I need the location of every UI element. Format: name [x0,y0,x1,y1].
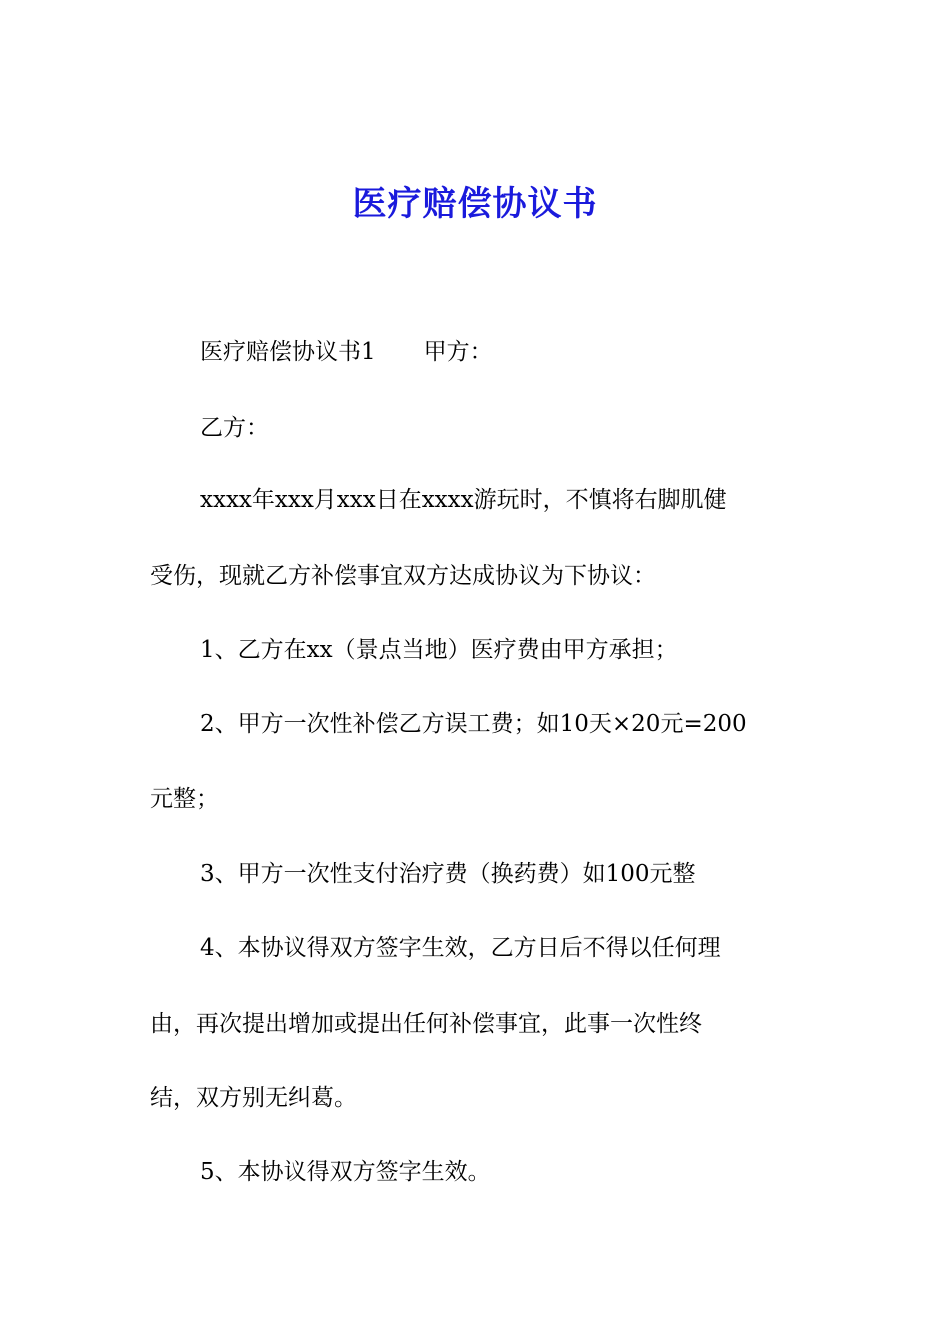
paragraph-line: 4、本协议得双方签字生效，乙方日后不得以任何理 [200,935,721,961]
party-b-label: 乙方： [200,415,269,441]
paragraph-line: 元整； [150,786,219,812]
document-title: 医疗赔偿协议书 [352,184,598,224]
paragraph-line: 受伤，现就乙方补偿事宜双方达成协议为下协议： [150,563,656,589]
paragraph-line: 5、本协议得双方签字生效。 [200,1159,491,1185]
paragraph-line: 结，双方别无纠葛。 [150,1085,357,1111]
paragraph-line: 2、甲方一次性补偿乙方误工费；如10天×20元=200 [200,711,747,737]
heading-line [200,334,493,370]
paragraph-line: xxxx年xxx月xxx日在xxxx游玩时，不慎将右脚肌健 [200,487,727,513]
paragraph-line: 由，再次提出增加或提出任何补偿事宜，此事一次性终 [150,1011,702,1037]
heading-label: 医疗赔偿协议书1 [200,339,376,365]
paragraph-line: 3、甲方一次性支付治疗费（换药费）如100元整 [200,861,696,887]
paragraph-line: 1、乙方在xx（景点当地）医疗费由甲方承担； [200,637,678,663]
party-a-label: 甲方： [423,339,493,365]
